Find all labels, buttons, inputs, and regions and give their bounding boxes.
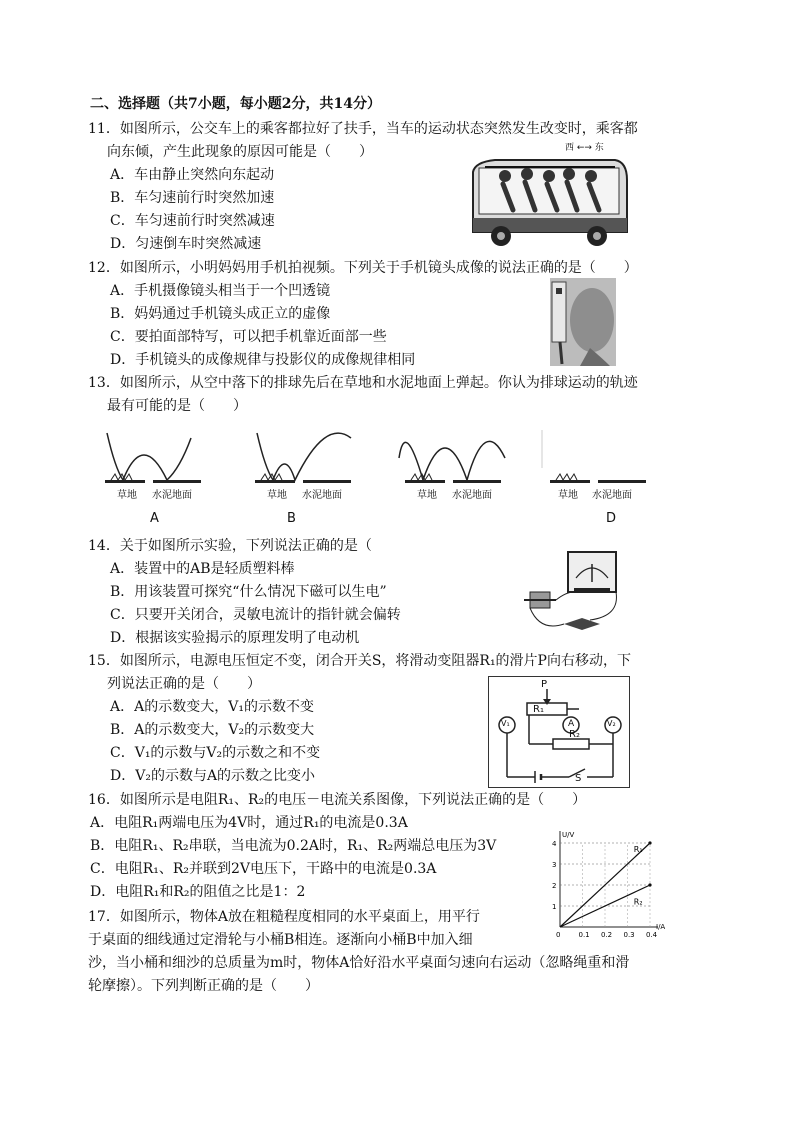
cement-label-a: 水泥地面 [152,490,192,501]
y-tick-label: 3 [552,861,557,869]
q11-option-a: A．车由静止突然向东起动 [110,167,275,183]
series-label: R₂ [633,897,643,907]
q16-option-d: D．电阻R₁和R₂的阻值之比是1：2 [90,884,306,900]
cement-label-b: 水泥地面 [302,490,342,501]
q17-line3: 沙，当小桶和细沙的总质量为m时，物体A恰好沿水平桌面匀速向右运动（忽略绳重和滑 [88,955,630,971]
v2-label: V₂ [607,719,616,728]
q17-line1: 17．如图所示，物体A放在粗糙程度相同的水平桌面上，用平行 [88,909,480,925]
q14-option-a: A．装置中的AB是轻质塑料棒 [110,561,295,577]
q14-option-b: B．用该装置可探究“什么情况下磁可以生电” [110,584,387,600]
y-tick-label: 2 [552,882,557,890]
switch-s-label: S [575,773,582,784]
bus-illustration [465,140,635,250]
q11-option-d: D．匀速倒车时突然减速 [110,236,262,252]
x-tick-label: 0.4 [646,931,658,939]
trajectory-option-b [255,433,351,483]
cement-label-c: 水泥地面 [452,490,492,501]
q17-line4: 轮摩擦）。下列判断正确的是（ ） [88,978,319,994]
q15-option-c: C．V₁的示数与V₂的示数之和不变 [110,745,321,761]
slider-p-label: P [541,679,548,690]
direction-label: 西 ←→ 东 [565,143,604,153]
series-endpoint [648,883,651,886]
x-tick-label: 0 [556,931,561,939]
q12-option-a: A．手机摄像镜头相当于一个凹透镜 [110,283,331,299]
x-tick-label: 0.1 [578,931,590,939]
grass-label-d: 草地 [558,490,578,501]
q12-option-c: C．要拍面部特写，可以把手机靠近面部一些 [110,329,387,345]
cement-label-d: 水泥地面 [592,490,632,501]
grass-label-a: 草地 [117,490,137,501]
q15-option-b: B．A的示数变大，V₂的示数变大 [110,722,315,738]
section-title: 二、选择题（共7小题，每小题2分，共14分） [90,96,381,112]
q11-option-c: C．车匀速前行时突然减速 [110,213,275,229]
trajectory-option-c [399,441,505,483]
circuit-diagram [488,676,630,788]
q16-option-c: C．电阻R₁、R₂并联到2V电压下，干路中的电流是0.3A [90,861,437,877]
voltage-current-chart [540,815,666,947]
q16-stem: 16．如图所示是电阻R₁、R₂的电压－电流关系图像，下列说法正确的是（ ） [88,792,587,808]
q14-option-c: C．只要开关闭合，灵敏电流计的指针就会偏转 [110,607,401,623]
grass-label-c: 草地 [417,490,437,501]
trajectory-option-d [542,430,646,483]
q14-option-d: D．根据该实验揭示的原理发明了电动机 [110,630,360,646]
y-tick-label: 1 [552,903,557,911]
q14-stem: 14．关于如图所示实验，下列说法正确的是（ [88,538,372,554]
circuit-wires [489,677,629,787]
x-tick-label: 0.2 [601,931,613,939]
q11-option-b: B．车匀速前行时突然加速 [110,190,275,206]
series-label: R₁ [633,845,643,855]
r2-label: R₂ [569,729,580,740]
v1-label: V₁ [501,719,510,728]
q11-stem-line1: 11．如图所示，公交车上的乘客都拉好了扶手，当车的运动状态突然发生改变时，乘客都 [88,121,638,137]
q13-stem-line1: 13．如图所示，从空中落下的排球先后在草地和水泥地面上弹起。你认为排球运动的轨迹 [88,375,638,391]
q13-stem-line2: 最有可能的是（ ） [107,398,247,414]
q15-stem-line2: 列说法正确的是（ ） [107,676,261,692]
q15-stem-line1: 15．如图所示，电源电压恒定不变，闭合开关S，将滑动变阻器R₁的滑片P向右移动，下 [88,653,631,669]
r1-label: R₁ [533,704,544,715]
q16-option-a: A．电阻R₁两端电压为4V时，通过R₁的电流是0.3A [90,815,408,831]
q16-option-b: B．电阻R₁、R₂串联，当电流为0.2A时，R₁、R₂两端总电压为3V [90,838,497,854]
q11-stem-line2: 向东倾，产生此现象的原因可能是（ ） [107,144,373,160]
q12-option-d: D．手机镜头的成像规律与投影仪的成像规律相同 [110,352,416,368]
q15-option-a: A．A的示数变大，V₁的示数不变 [110,699,314,715]
y-tick-label: 4 [552,840,557,848]
ammeter-label: A [568,719,575,729]
x-tick-label: 0.3 [623,931,635,939]
q15-option-d: D．V₂的示数与A的示数之比变小 [110,768,316,784]
phone-photo-illustration [550,278,616,366]
bus-figure [465,140,635,250]
q13-label-d: D [606,511,617,526]
grass-label-b: 草地 [267,490,287,501]
q12-stem: 12．如图所示，小明妈妈用手机拍视频。下列关于手机镜头成像的说法正确的是（ ） [88,260,638,276]
q13-label-b: B [287,511,296,526]
series-endpoint [648,841,651,844]
q12-option-b: B．妈妈通过手机镜头成正立的虚像 [110,306,331,322]
x-axis-label: I/A [656,923,666,931]
y-axis-label: U/V [562,831,575,839]
phone-video-photo [550,278,616,366]
galvanometer-apparatus [520,548,630,638]
trajectory-option-a [105,433,201,483]
q13-label-a: A [150,511,159,526]
q17-line2: 于桌面的细线通过定滑轮与小桶B相连。逐渐向小桶B中加入细 [88,932,473,948]
